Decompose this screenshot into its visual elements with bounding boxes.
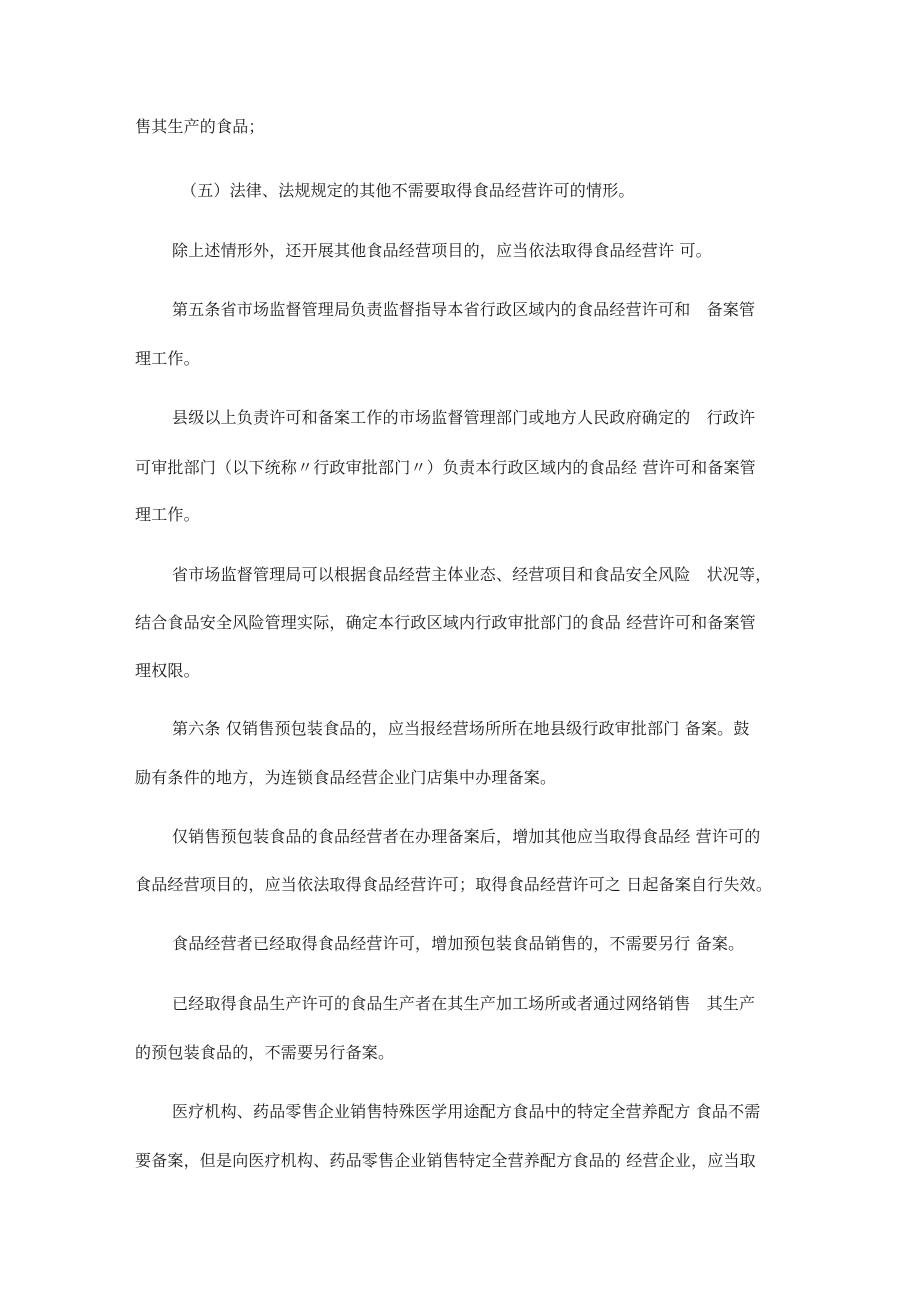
text-line: 理工作。 xyxy=(135,349,200,368)
text-line: 可审批部门（以下统称〃行政审批部门〃）负责本行政区域内的食品经 营许可和备案管 xyxy=(135,458,756,477)
text-line: 医疗机构、药品零售企业销售特殊医学用途配方食品中的特定全营养配方 食品不需 xyxy=(172,1102,761,1121)
text-line: 除上述情形外，还开展其他食品经营项目的，应当依法取得食品经营许 可。 xyxy=(172,241,712,260)
text-line: 食品经营者已经取得食品经营许可，增加预包装食品销售的，不需要另行 备案。 xyxy=(172,934,745,953)
text-line: 省市场监督管理局可以根据食品经营主体业态、经营项目和食品安全风险 状况等， xyxy=(172,565,772,584)
text-line: 第五条省市场监督管理局负责监督指导本省行政区域内的食品经营许可和 备案管 xyxy=(172,300,756,319)
text-line: 励有条件的地方，为连锁食品经营企业门店集中办理备案。 xyxy=(135,768,557,787)
text-line: 食品经营项目的，应当依法取得食品经营许可；取得食品经营许可之 日起备案自行失效。 xyxy=(135,875,773,894)
text-line: 结合食品安全风险管理实际，确定本行政区域内行政审批部门的食品 经营许可和备案管 xyxy=(135,613,756,632)
text-line: 售其生产的食品； xyxy=(135,117,265,136)
text-line: 要备案，但是向医疗机构、药品零售企业销售特定全营养配方食品的 经营企业，应当取 xyxy=(135,1151,756,1170)
text-line: 已经取得食品生产许可的食品生产者在其生产加工场所或者通过网络销售 其生产 xyxy=(172,994,756,1013)
text-line: 理权限。 xyxy=(135,661,200,680)
text-line: 仅销售预包装食品的食品经营者在办理备案后，增加其他应当取得食品经 营许可的 xyxy=(172,827,761,846)
text-line: 县级以上负责许可和备案工作的市场监督管理部门或地方人民政府确定的 行政许 xyxy=(172,408,756,427)
text-line: （五）法律、法规规定的其他不需要取得食品经营许可的情形。 xyxy=(181,181,635,200)
text-line: 理工作。 xyxy=(135,505,200,524)
text-line: 的预包装食品的，不需要另行备案。 xyxy=(135,1043,395,1062)
text-line: 第六条 仅销售预包装食品的，应当报经营场所所在地县级行政审批部门 备案。鼓 xyxy=(172,719,750,738)
